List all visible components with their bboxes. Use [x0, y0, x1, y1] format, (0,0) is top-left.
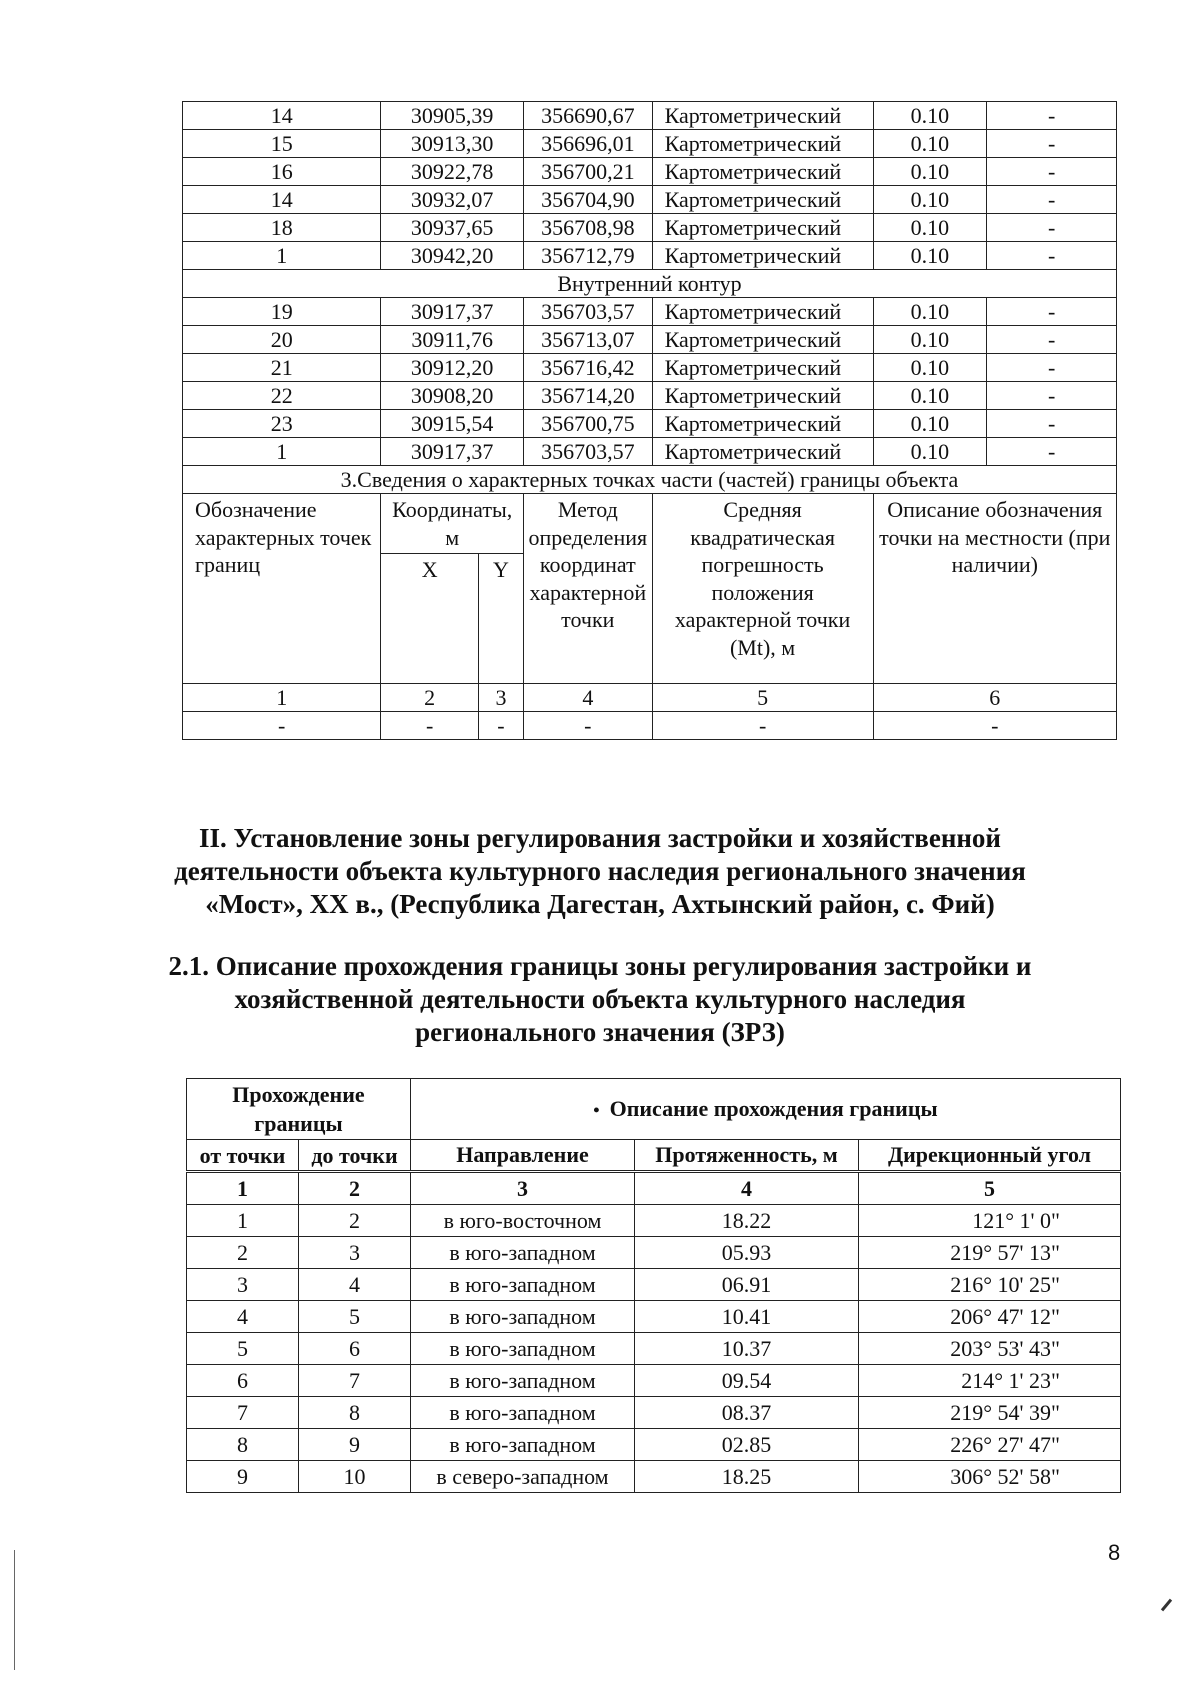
- coordinate-row: [183, 382, 1117, 410]
- header-length: Протяженность, м: [635, 1140, 859, 1172]
- scan-edge-line: [14, 1550, 15, 1670]
- section3-column-numbers: [183, 684, 1117, 712]
- from-point: 7: [187, 1397, 299, 1429]
- direction: в юго-западном: [411, 1237, 635, 1269]
- outer-contour-rows: [183, 102, 1117, 270]
- coord-x: 30917,37: [381, 438, 524, 466]
- point-number: 20: [183, 326, 381, 354]
- from-point: 3: [187, 1269, 299, 1301]
- boundary-row: [187, 1269, 1121, 1301]
- coord-y: 356700,21: [523, 158, 652, 186]
- section3-header-row: [183, 494, 1117, 554]
- coordinate-row: [183, 130, 1117, 158]
- length: 18.25: [635, 1461, 859, 1493]
- inner-contour-label: Внутренний контур: [183, 270, 1117, 298]
- from-point: 5: [187, 1333, 299, 1365]
- empty-value: -: [652, 712, 873, 740]
- point-number: 18: [183, 214, 381, 242]
- column-number: 3: [478, 684, 523, 712]
- point-description: -: [987, 102, 1117, 130]
- length: 06.91: [635, 1269, 859, 1301]
- boundary-row: [187, 1237, 1121, 1269]
- to-point: 2: [299, 1205, 411, 1237]
- method: Картометрический: [652, 382, 873, 410]
- column-number: 5: [652, 684, 873, 712]
- method: Картометрический: [652, 158, 873, 186]
- coordinate-row: [183, 326, 1117, 354]
- header-description: Описание обозначения точки на местности (при наличии): [873, 494, 1116, 684]
- from-point: 1: [187, 1205, 299, 1237]
- accuracy: 0.10: [873, 102, 987, 130]
- header-accuracy: Средняя квадратическая погрешность положения характерной точки (Mt), м: [652, 494, 873, 684]
- boundary-row: [187, 1205, 1121, 1237]
- method: Картометрический: [652, 130, 873, 158]
- header-description: Описание прохождения границы: [609, 1096, 938, 1121]
- to-point: 7: [299, 1365, 411, 1397]
- coordinate-row: [183, 158, 1117, 186]
- coord-x: 30917,37: [381, 298, 524, 326]
- point-description: -: [987, 438, 1117, 466]
- boundary-table: [186, 1078, 1121, 1493]
- point-number: 14: [183, 186, 381, 214]
- inner-contour-rows: [183, 298, 1117, 466]
- header-coordinates: Координаты, м: [381, 494, 524, 554]
- from-point: 9: [187, 1461, 299, 1493]
- to-point: 10: [299, 1461, 411, 1493]
- point-number: 14: [183, 102, 381, 130]
- coord-x: 30908,20: [381, 382, 524, 410]
- method: Картометрический: [652, 438, 873, 466]
- coord-x: 30905,39: [381, 102, 524, 130]
- point-number: 23: [183, 410, 381, 438]
- boundary-rows: [187, 1172, 1121, 1493]
- method: Картометрический: [652, 242, 873, 270]
- to-point: 4: [299, 1269, 411, 1301]
- boundary-header-row-1: [187, 1079, 1121, 1140]
- length: 05.93: [635, 1237, 859, 1269]
- header-description-cell: [411, 1079, 1121, 1140]
- directional-angle: 219° 57' 13": [859, 1237, 1121, 1269]
- section3-empty-row: [183, 712, 1117, 740]
- direction: в юго-западном: [411, 1365, 635, 1397]
- to-point: 3: [299, 1237, 411, 1269]
- method: Картометрический: [652, 214, 873, 242]
- boundary-row: [187, 1333, 1121, 1365]
- point-description: -: [987, 214, 1117, 242]
- accuracy: 0.10: [873, 214, 987, 242]
- boundary-row: [187, 1397, 1121, 1429]
- coordinate-row: [183, 214, 1117, 242]
- point-description: -: [987, 186, 1117, 214]
- column-number: 2: [381, 684, 479, 712]
- section3-title: 3.Сведения о характерных точках части (частей) границы объекта: [183, 466, 1117, 494]
- boundary-row: [187, 1429, 1121, 1461]
- header-x: X: [381, 554, 479, 684]
- length: 09.54: [635, 1365, 859, 1397]
- direction: в юго-западном: [411, 1301, 635, 1333]
- bullet-icon: •: [593, 1100, 600, 1120]
- coord-x: 30942,20: [381, 242, 524, 270]
- to-point: 8: [299, 1397, 411, 1429]
- column-number: 1: [183, 684, 381, 712]
- direction: в юго-западном: [411, 1397, 635, 1429]
- method: Картометрический: [652, 410, 873, 438]
- accuracy: 0.10: [873, 186, 987, 214]
- directional-angle: 214° 1' 23": [859, 1365, 1121, 1397]
- point-number: 21: [183, 354, 381, 382]
- accuracy: 0.10: [873, 382, 987, 410]
- coord-x: 30937,65: [381, 214, 524, 242]
- length: 10.41: [635, 1301, 859, 1333]
- point-description: -: [987, 130, 1117, 158]
- directional-angle: 226° 27' 47": [859, 1429, 1121, 1461]
- section-ii-title: II. Установление зоны регулирования застройки и хозяйственной деятельности объекта культурного наследия регионального значения «Мост», XX в., (Республика Дагестан, Ахтынский район, с. Фий): [174, 823, 1026, 919]
- coordinate-row: [183, 102, 1117, 130]
- column-number: 1: [187, 1172, 299, 1205]
- directional-angle: 219° 54' 39": [859, 1397, 1121, 1429]
- accuracy: 0.10: [873, 298, 987, 326]
- direction: в юго-западном: [411, 1429, 635, 1461]
- coord-y: 356703,57: [523, 298, 652, 326]
- point-description: -: [987, 354, 1117, 382]
- column-number: 4: [635, 1172, 859, 1205]
- coordinate-row: [183, 298, 1117, 326]
- direction: в северо-западном: [411, 1461, 635, 1493]
- coord-y: 356708,98: [523, 214, 652, 242]
- header-y: Y: [478, 554, 523, 684]
- accuracy: 0.10: [873, 130, 987, 158]
- point-description: -: [987, 382, 1117, 410]
- coordinate-row: [183, 186, 1117, 214]
- scan-mark: [1161, 1599, 1172, 1612]
- direction: в юго-западном: [411, 1333, 635, 1365]
- header-designation: Обозначение характерных точек границ: [183, 494, 381, 684]
- coordinate-row: [183, 354, 1117, 382]
- column-number: 4: [523, 684, 652, 712]
- header-passage: Прохождение границы: [187, 1079, 411, 1140]
- coord-y: 356712,79: [523, 242, 652, 270]
- point-number: 1: [183, 242, 381, 270]
- from-point: 4: [187, 1301, 299, 1333]
- accuracy: 0.10: [873, 326, 987, 354]
- point-number: 22: [183, 382, 381, 410]
- from-point: 2: [187, 1237, 299, 1269]
- header-from: от точки: [187, 1140, 299, 1172]
- empty-value: -: [381, 712, 479, 740]
- boundary-row: [187, 1461, 1121, 1493]
- coord-x: 30913,30: [381, 130, 524, 158]
- empty-value: -: [873, 712, 1116, 740]
- point-description: -: [987, 326, 1117, 354]
- coord-y: 356696,01: [523, 130, 652, 158]
- empty-value: -: [183, 712, 381, 740]
- direction: в юго-западном: [411, 1269, 635, 1301]
- coord-x: 30922,78: [381, 158, 524, 186]
- to-point: 9: [299, 1429, 411, 1461]
- coord-y: 356716,42: [523, 354, 652, 382]
- coord-y: 356704,90: [523, 186, 652, 214]
- point-description: -: [987, 410, 1117, 438]
- directional-angle: 203° 53' 43": [859, 1333, 1121, 1365]
- coordinates-table: [182, 101, 1117, 740]
- coord-y: 356690,67: [523, 102, 652, 130]
- coord-x: 30932,07: [381, 186, 524, 214]
- to-point: 6: [299, 1333, 411, 1365]
- coordinate-row: [183, 410, 1117, 438]
- coordinate-row: [183, 242, 1117, 270]
- direction: в юго-восточном: [411, 1205, 635, 1237]
- coord-y: 356700,75: [523, 410, 652, 438]
- accuracy: 0.10: [873, 410, 987, 438]
- to-point: 5: [299, 1301, 411, 1333]
- header-direction: Направление: [411, 1140, 635, 1172]
- coord-y: 356713,07: [523, 326, 652, 354]
- header-to: до точки: [299, 1140, 411, 1172]
- inner-contour-label-row: [183, 270, 1117, 298]
- coord-x: 30912,20: [381, 354, 524, 382]
- section3-title-row: [183, 466, 1117, 494]
- directional-angle: 206° 47' 12": [859, 1301, 1121, 1333]
- empty-value: -: [478, 712, 523, 740]
- accuracy: 0.10: [873, 158, 987, 186]
- accuracy: 0.10: [873, 242, 987, 270]
- point-number: 16: [183, 158, 381, 186]
- point-description: -: [987, 298, 1117, 326]
- empty-value: -: [523, 712, 652, 740]
- column-number: 6: [873, 684, 1116, 712]
- method: Картометрический: [652, 298, 873, 326]
- boundary-column-numbers: [187, 1172, 1121, 1205]
- point-description: -: [987, 158, 1117, 186]
- column-number: 5: [859, 1172, 1121, 1205]
- method: Картометрический: [652, 102, 873, 130]
- coord-x: 30911,76: [381, 326, 524, 354]
- column-number: 3: [411, 1172, 635, 1205]
- method: Картометрический: [652, 354, 873, 382]
- coord-y: 356703,57: [523, 438, 652, 466]
- boundary-row: [187, 1365, 1121, 1397]
- boundary-row: [187, 1301, 1121, 1333]
- column-number: 2: [299, 1172, 411, 1205]
- directional-angle: 216° 10' 25": [859, 1269, 1121, 1301]
- point-number: 15: [183, 130, 381, 158]
- directional-angle: 121° 1' 0": [859, 1205, 1121, 1237]
- coord-x: 30915,54: [381, 410, 524, 438]
- length: 08.37: [635, 1397, 859, 1429]
- coord-y: 356714,20: [523, 382, 652, 410]
- section-21-title: 2.1. Описание прохождения границы зоны регулирования застройки и хозяйственной деятельности объекта культурного наследия регионального значения (ЗРЗ): [168, 951, 1032, 1047]
- point-number: 1: [183, 438, 381, 466]
- point-description: -: [987, 242, 1117, 270]
- method: Картометрический: [652, 186, 873, 214]
- length: 10.37: [635, 1333, 859, 1365]
- length: 02.85: [635, 1429, 859, 1461]
- page-number: 8: [1108, 1540, 1121, 1565]
- accuracy: 0.10: [873, 438, 987, 466]
- header-angle: Дирекционный угол: [859, 1140, 1121, 1172]
- directional-angle: 306° 52' 58": [859, 1461, 1121, 1493]
- header-method: Метод определения координат характерной точки: [523, 494, 652, 684]
- from-point: 8: [187, 1429, 299, 1461]
- length: 18.22: [635, 1205, 859, 1237]
- method: Картометрический: [652, 326, 873, 354]
- accuracy: 0.10: [873, 354, 987, 382]
- coordinate-row: [183, 438, 1117, 466]
- from-point: 6: [187, 1365, 299, 1397]
- point-number: 19: [183, 298, 381, 326]
